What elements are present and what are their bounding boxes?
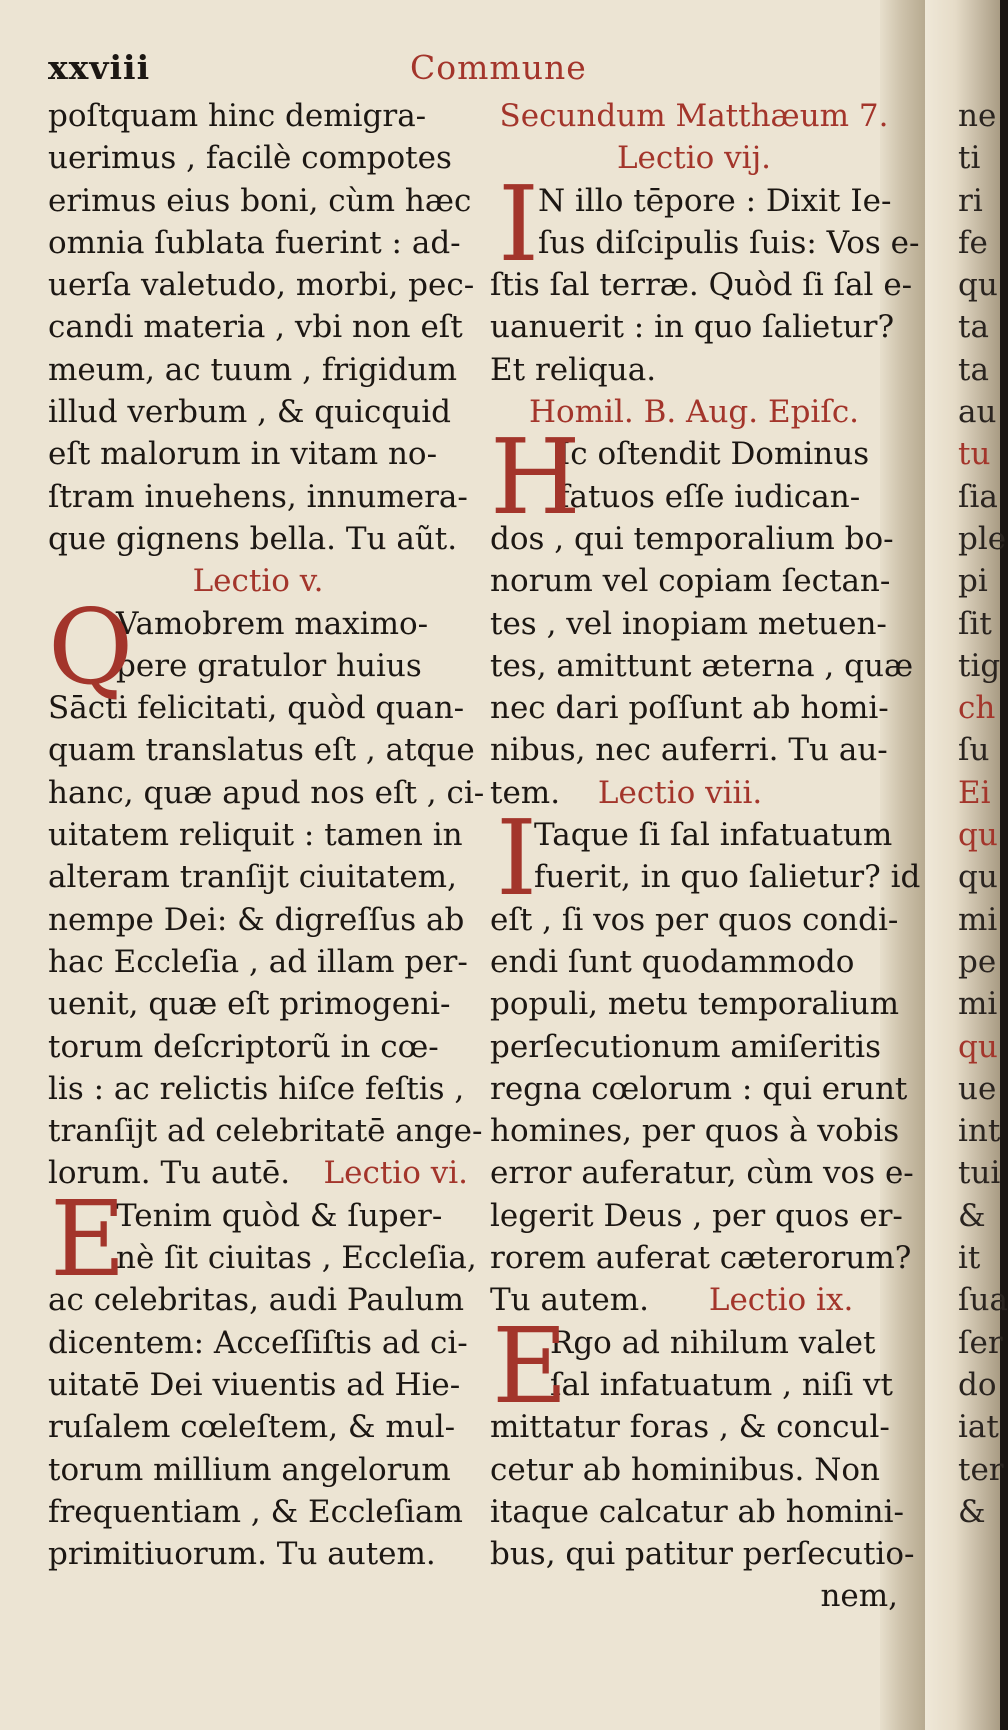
drop-cap-initial: E [492, 1304, 568, 1427]
text-line: eſt malorum in vitam no- [48, 436, 438, 473]
text-line: eſt , ſi vos per quos condi- [490, 901, 899, 938]
facing-page-fragment: ſer [958, 1324, 1003, 1361]
text-line: ſus diſcipulis ſuis: Vos e- [538, 224, 920, 261]
facing-page-fragment: it [958, 1240, 981, 1277]
facing-page-fragment: au [958, 394, 997, 431]
lectio-v [48, 585, 485, 1195]
text-line: quam translatus eſt , atque [48, 732, 475, 769]
text-line: cetur ab hominibus. Non [490, 1451, 880, 1488]
text-line: ac celebritas, audi Paulum [48, 1282, 465, 1319]
facing-page-fragment: ſu [958, 732, 990, 769]
text-line: Vamobrem maximo- [116, 605, 429, 642]
homily [490, 416, 914, 814]
facing-page-fragment: qu [958, 267, 998, 304]
facing-page-fragment: & [958, 1493, 986, 1530]
facing-page-fragment: iat [958, 1409, 999, 1446]
facing-page-fragment: ſua [958, 1282, 1008, 1319]
facing-page-fragment: ter [958, 1451, 1004, 1488]
text-line: poſtquam hinc demigra- [48, 98, 427, 134]
text-line: dos , qui temporalium bo- [490, 520, 894, 557]
text-line: Et reliqua. [490, 351, 657, 388]
text-line: fuerit, in quo ſalietur? id [534, 859, 921, 896]
text-line: frequentiam , & Eccleſiam [48, 1493, 463, 1530]
column-right [490, 95, 921, 1618]
text-line: pere gratulor huius [116, 647, 422, 684]
text-line: Taque ſi ſal infatuatum [534, 817, 893, 854]
text-line: alteram tranſijt ciuitatem, [48, 859, 457, 896]
text-line: nè ſit ciuitas , Eccleſia, [116, 1240, 477, 1277]
text-line: homines, per quos à vobis [490, 1113, 900, 1150]
facing-page-fragment: pi [958, 563, 988, 600]
facing-page-fragment: ue [958, 1070, 997, 1107]
text-line: legerit Deus , per quos er- [490, 1197, 903, 1234]
text-line: bus, qui patitur perſecutio- [490, 1536, 915, 1573]
rubric-lectio-vii: Lectio vij. [616, 140, 772, 177]
text-line: uitatem reliquit : tamen in [48, 817, 463, 854]
facing-page-fragment: ti [958, 140, 981, 177]
facing-page-fragment: qu [958, 859, 998, 896]
facing-page-fragment: int [958, 1113, 1001, 1150]
facing-page-fragment: & [958, 1197, 986, 1234]
text-line: N illo tēpore : Dixit Ie- [538, 182, 892, 219]
facing-page-fragment: ſit [958, 605, 992, 642]
text-line: error auferatur, cùm vos e- [490, 1155, 914, 1192]
facing-page-fragment: qu [958, 817, 998, 854]
text-line: Tenim quòd & ſuper- [116, 1197, 443, 1234]
facing-page-fragment: fe [958, 224, 988, 261]
text-line: ruſalem cœleſtem, & mul- [48, 1409, 456, 1446]
text-line: que gignens bella. Tu aũt. [48, 520, 458, 557]
text-line: hanc, quæ apud nos eſt , ci- [48, 774, 485, 811]
drop-cap-initial: I [496, 797, 538, 920]
rubric-lectio-ix: Lectio ix. [708, 1282, 854, 1319]
rubric-homily: Homil. B. Aug. Epiſc. [528, 394, 860, 431]
drop-cap-initial: Q [48, 585, 134, 708]
facing-page-fragment: ri [958, 182, 983, 219]
facing-page-fragment: ta [958, 309, 989, 346]
text-line: ſtram inuehens, innumera- [48, 478, 468, 515]
facing-page-fragment: tui [958, 1155, 1001, 1192]
text-line: Sācti felicitati, quòd quan- [48, 690, 465, 727]
rubric-lectio-viii: Lectio viii. [597, 774, 763, 811]
facing-page-fragment: qu [958, 1028, 998, 1065]
facing-page-fragment: ſia [958, 478, 998, 515]
text-line: lis : ac relictis hiſce feſtis , [48, 1070, 465, 1107]
text-line: ſtis ſal terræ. Quòd ſi ſal e- [490, 267, 913, 304]
text-line: candi materia , vbi non eſt [48, 309, 463, 346]
text-fragment: Tu autem. [490, 1282, 649, 1319]
facing-page-fragment: mi [958, 986, 998, 1023]
running-head: Commune [410, 48, 587, 87]
text-line: torum millium angelorum [48, 1451, 451, 1488]
text-line: dicentem: Acceſſiſtis ad ci- [48, 1324, 468, 1361]
rubric-gospel-reference: Secundum Matthæum 7. [499, 98, 889, 134]
facing-page-fragment: ple [958, 520, 1007, 557]
text-line: ſal infatuatum , niſi vt [550, 1366, 893, 1403]
facing-page-fragment: tu [958, 436, 991, 473]
drop-cap-initial: H [490, 416, 581, 539]
text-line: omnia ſublata fuerint : ad- [48, 224, 461, 261]
folio-number: xxviii [48, 48, 151, 87]
text-line [490, 772, 898, 814]
facing-page-fragment: ne [958, 98, 997, 134]
rubric-lectio-vi: Lectio vi. [323, 1155, 468, 1192]
facing-page-fragments [958, 95, 1008, 1533]
rubric-lectio-v: Lectio v. [192, 563, 324, 600]
text-line: fatuos eſſe iudican- [558, 478, 861, 515]
text-line: illud verbum , & quicquid [48, 394, 451, 431]
lectio-vii [490, 162, 920, 391]
text-line: uitatē Dei viuentis ad Hie- [48, 1366, 461, 1403]
text-line: itaque calcatur ab homini- [490, 1493, 905, 1530]
facing-page-fragment: do [958, 1366, 997, 1403]
text-line: tes , vel inopiam metuen- [490, 605, 887, 642]
text-line: perſecutionum amiſeritis [490, 1028, 881, 1065]
facing-page-fragment: ch [958, 690, 996, 727]
text-line: uerſa valetudo, morbi, pec- [48, 267, 475, 304]
col1-text-block [48, 95, 475, 560]
text-line: nec dari poſſunt ab homi- [490, 690, 889, 727]
column-left [48, 95, 485, 1575]
text-fragment: lorum. Tu autē. [48, 1155, 291, 1192]
text-line: tranſijt ad celebritatē ange- [48, 1113, 483, 1150]
text-line: uerimus , facilè compotes [48, 140, 452, 177]
text-line: nempe Dei: & digreſſus ab [48, 901, 465, 938]
lectio-ix [490, 1304, 915, 1618]
text-line: uenit, quæ eſt primogeni- [48, 986, 451, 1023]
text-line: endi ſunt quodammodo [490, 943, 855, 980]
facing-page-fragment: tig [958, 647, 1001, 684]
text-line: erimus eius boni, cùm hæc [48, 182, 472, 219]
facing-page-fragment: pe [958, 943, 997, 980]
text-line: nibus, nec auferri. Tu au- [490, 732, 888, 769]
facing-page-fragment: ta [958, 351, 989, 388]
text-line: nem, [820, 1578, 898, 1615]
text-line: hac Eccleſia , ad illam per- [48, 943, 468, 980]
drop-cap-initial: I [498, 162, 540, 285]
text-line: tes, amittunt æterna , quæ [490, 647, 914, 684]
text-line: Rgo ad nihilum valet [550, 1324, 876, 1361]
text-line: mittatur foras , & concul- [490, 1409, 890, 1446]
facing-page-fragment: Ei [958, 774, 991, 811]
text-line: torum deſcriptorũ in cœ- [48, 1028, 439, 1065]
lectio-viii [490, 797, 921, 1322]
text-line: uanuerit : in quo ſalietur? [490, 309, 895, 346]
lectio-vi [48, 1177, 477, 1576]
text-line: Ic oſtendit Dominus [558, 436, 870, 473]
text-line: rorem auferat cæterorum? [490, 1240, 912, 1277]
text-fragment: tem. [490, 774, 561, 811]
text-line: primitiuorum. Tu autem. [48, 1536, 436, 1573]
drop-cap-initial: E [50, 1177, 126, 1300]
facing-page-fragment: mi [958, 901, 998, 938]
text-line: regna cœlorum : qui erunt [490, 1070, 908, 1107]
text-line: meum, ac tuum , frigidum [48, 351, 458, 388]
text-line: norum vel copiam ſectan- [490, 563, 891, 600]
text-line: populi, metu temporalium [490, 986, 900, 1023]
